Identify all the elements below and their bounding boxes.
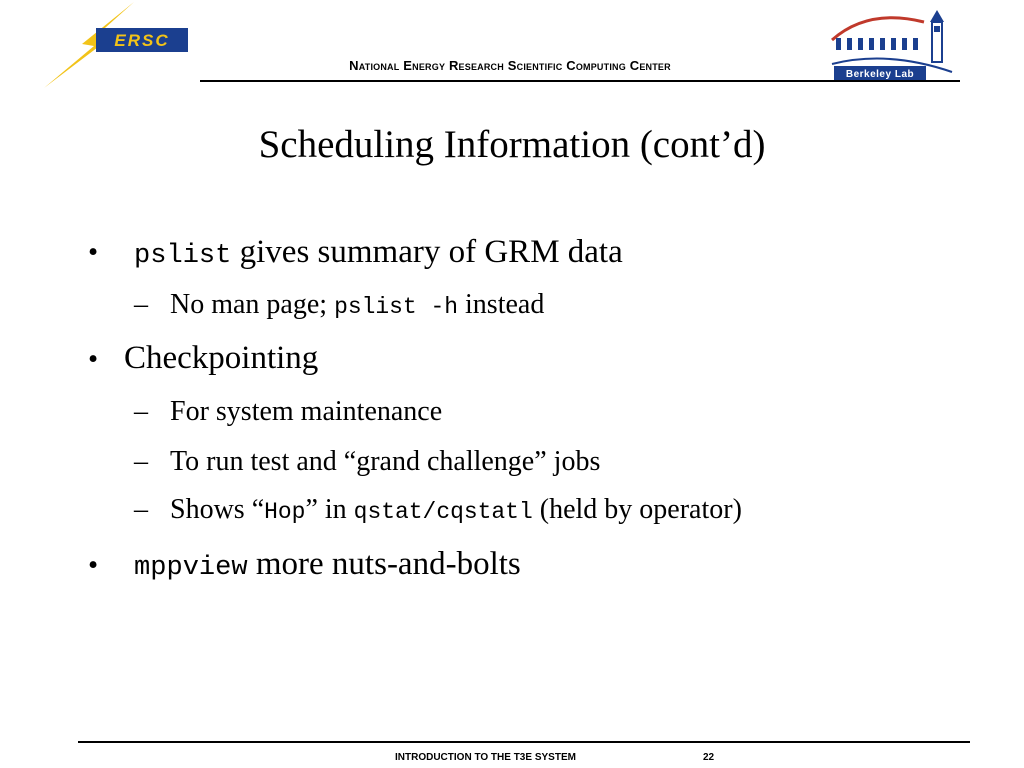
bullet-pslist	[134, 234, 623, 271]
nersc-logo	[36, 0, 196, 90]
campanile-tower-icon	[930, 10, 944, 62]
slide-title: Scheduling Information (cont’d)	[258, 123, 766, 166]
sub-bullet-hop-status	[170, 494, 742, 526]
command-mppview: mppview	[134, 552, 248, 583]
sub-bullet-text: For system maintenance	[170, 396, 443, 427]
footer-divider	[78, 741, 970, 743]
command-qstat: qstat/cqstatl	[353, 499, 533, 525]
bullet-marker: •	[88, 549, 99, 581]
sub-bullet-text: (held by operator)	[532, 494, 742, 525]
sub-bullet-text: No man page;	[170, 289, 335, 320]
sub-bullet-marker: –	[134, 446, 148, 477]
nersc-logo-text: ERSC	[114, 31, 170, 50]
bullet-marker: •	[88, 343, 99, 375]
sub-bullet-marker: –	[134, 289, 148, 320]
berkeley-lab-label: Berkeley Lab	[845, 69, 915, 80]
sub-bullet-marker: –	[134, 494, 148, 525]
command-pslist-h: pslist -h	[334, 294, 459, 320]
organization-title: National Energy Research Scientific Computing Center	[349, 58, 671, 73]
sub-bullet-text: ” in	[305, 494, 354, 525]
sub-bullet-text: instead	[458, 289, 545, 320]
sub-bullet-test-jobs	[170, 446, 600, 478]
berkeley-arc-icon	[832, 18, 924, 40]
bullet-mppview	[134, 546, 521, 583]
berkeley-lab-logo	[828, 8, 958, 82]
bullet-text: gives summary of GRM data	[231, 234, 623, 270]
bullet-checkpointing	[124, 340, 318, 377]
bullet-marker: •	[88, 236, 99, 268]
bullet-text: more nuts-and-bolts	[247, 546, 521, 582]
sub-bullet-maintenance	[170, 396, 442, 428]
bullet-text: Checkpointing	[124, 340, 319, 376]
command-pslist: pslist	[134, 240, 232, 271]
sub-bullet-text: Shows “	[170, 494, 265, 525]
sub-bullet-marker: –	[134, 396, 148, 427]
sub-bullet-man-page	[170, 289, 544, 321]
berkeley-building-icon	[836, 38, 918, 50]
footer-title: INTRODUCTION TO THE T3E SYSTEM	[395, 752, 576, 763]
sub-bullet-text: To run test and “grand challenge” jobs	[170, 446, 601, 477]
page-number: 22	[703, 752, 715, 763]
status-hop: Hop	[264, 499, 306, 525]
